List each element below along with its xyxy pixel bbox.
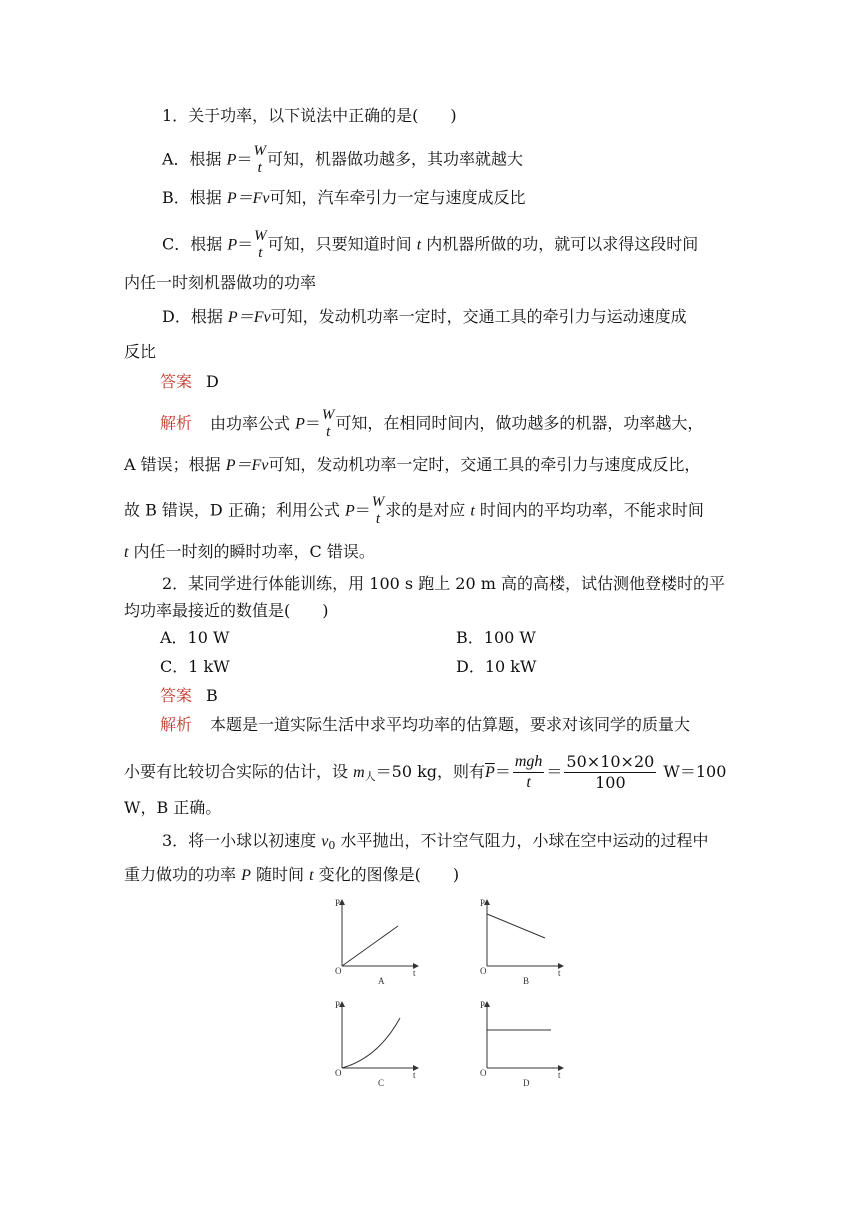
text: 小要有比较切合实际的估计，设 bbox=[124, 762, 354, 781]
text: B．根据 bbox=[162, 188, 227, 207]
q2-analysis-line1 bbox=[160, 713, 690, 737]
q3-stem-line1 bbox=[162, 829, 708, 858]
q1-option-c bbox=[162, 228, 698, 262]
graph-label: C bbox=[378, 1078, 385, 1088]
text: 本题是一道实际生活中求平均功率的估算题，要求对该同学的质量大 bbox=[210, 715, 691, 734]
q2-option-c: C．1 kW bbox=[160, 657, 230, 676]
fraction-w-over-t bbox=[322, 407, 335, 441]
text: C．根据 bbox=[162, 234, 228, 254]
denominator: t bbox=[257, 160, 262, 176]
symbol-m: m bbox=[353, 764, 365, 781]
text: D．根据 bbox=[162, 307, 228, 326]
graph-label: A bbox=[378, 976, 385, 986]
q2-stem-line1: 2．某同学进行体能训练，用 100 s 跑上 20 m 高的高楼，试估测他登楼时的平 bbox=[162, 574, 725, 593]
x-axis-label: t bbox=[558, 1070, 561, 1080]
graph-options-figure bbox=[320, 892, 570, 1092]
q2-option-d: D．10 kW bbox=[456, 657, 537, 676]
q2-analysis-line3: W，B 正确。 bbox=[124, 798, 222, 817]
symbol-p: P bbox=[241, 867, 251, 884]
text: 3．将一小球以初速度 bbox=[162, 831, 322, 850]
x-axis-label: t bbox=[413, 968, 416, 978]
analysis-label: 解析 bbox=[160, 715, 193, 734]
text: 可知，汽车牵引力一定与速度成反比 bbox=[269, 188, 526, 207]
symbol-p: P bbox=[226, 151, 237, 169]
q2-analysis-line2 bbox=[124, 752, 726, 793]
symbol-p: P bbox=[344, 502, 355, 520]
text: 求的是对应 bbox=[385, 500, 471, 520]
text: ＝50 kg，则有 bbox=[375, 762, 486, 781]
q1-analysis-line1 bbox=[160, 407, 703, 441]
y-axis-label: P bbox=[335, 898, 341, 908]
q1-option-d bbox=[162, 305, 687, 330]
x-axis-label: t bbox=[413, 1070, 416, 1080]
fraction-w-over-t bbox=[253, 143, 266, 177]
denominator: 100 bbox=[595, 773, 626, 792]
graph-label: B bbox=[523, 976, 530, 986]
origin-label: O bbox=[480, 1068, 487, 1078]
text: 可知，机器做功越多，其功率就越大 bbox=[266, 149, 523, 169]
numerator: W bbox=[321, 407, 335, 423]
text: W＝100 bbox=[658, 762, 727, 781]
formula: P＝Fv bbox=[225, 457, 269, 474]
q1-option-c-line2: 内任一时刻机器做功的功率 bbox=[124, 273, 317, 292]
subscript: 0 bbox=[328, 839, 336, 852]
text: ＝ bbox=[236, 149, 253, 169]
numerator: 50×10×20 bbox=[566, 752, 655, 771]
q1-option-a bbox=[162, 143, 523, 177]
symbol-t: t bbox=[416, 236, 422, 254]
answer-label: 答案 bbox=[160, 686, 193, 705]
origin-label: O bbox=[335, 966, 342, 976]
symbol-p-bar: $\overline{P}$ bbox=[485, 764, 495, 781]
q2-option-b: B．100 W bbox=[456, 628, 536, 647]
answer-label: 答案 bbox=[160, 372, 193, 391]
symbol-p: P bbox=[295, 415, 305, 433]
fraction-mgh-over-t bbox=[513, 752, 545, 793]
denominator: t bbox=[375, 511, 381, 527]
text: ＝ bbox=[354, 500, 371, 520]
symbol-v: v bbox=[321, 833, 329, 850]
q1-analysis-line3 bbox=[124, 494, 704, 528]
q1-answer bbox=[160, 370, 219, 394]
text: 时间内的平均功率，不能求时间 bbox=[474, 500, 704, 520]
symbol-t: t bbox=[124, 544, 129, 561]
text: ＝ bbox=[494, 762, 511, 781]
text: 可知，发动机功率一定时，交通工具的牵引力与速度成反比， bbox=[268, 455, 701, 474]
text: 可知，只要知道时间 bbox=[267, 234, 417, 254]
numerator: W bbox=[254, 228, 267, 244]
symbol-p: P bbox=[227, 236, 238, 254]
text: 水平抛出，不计空气阻力，小球在空中运动的过程中 bbox=[335, 831, 709, 850]
q1-stem: 1．关于功率，以下说法中正确的是( ) bbox=[162, 106, 457, 125]
x-axis-label: t bbox=[558, 968, 561, 978]
text: A．根据 bbox=[162, 149, 227, 169]
y-axis-label: P bbox=[480, 898, 486, 908]
fraction-numeric bbox=[564, 752, 656, 793]
text: 可知，在相同时间内，做功越多的机器，功率越大， bbox=[335, 413, 704, 433]
answer-value: B bbox=[206, 686, 218, 705]
formula: P＝Fv bbox=[226, 190, 270, 207]
denominator: t bbox=[526, 774, 531, 791]
y-axis-label: P bbox=[335, 1000, 341, 1010]
numerator: W bbox=[253, 143, 266, 159]
subscript: 人 bbox=[364, 770, 376, 783]
symbol-t: t bbox=[470, 502, 475, 520]
numerator: mgh bbox=[513, 752, 545, 773]
formula: P＝Fv bbox=[227, 309, 271, 326]
q2-option-a: A．10 W bbox=[160, 628, 230, 647]
text: 重力做功的功率 bbox=[124, 865, 242, 884]
text: 随时间 bbox=[250, 865, 310, 884]
y-axis-label: P bbox=[480, 1000, 486, 1010]
fraction-w-over-t bbox=[372, 494, 385, 528]
analysis-label: 解析 bbox=[160, 413, 193, 433]
q2-answer bbox=[160, 684, 218, 708]
fraction-w-over-t bbox=[254, 228, 267, 262]
text: 故 B 错误，D 正确；利用公式 bbox=[124, 500, 345, 520]
q3-stem-line2 bbox=[124, 863, 459, 888]
text: 由功率公式 bbox=[210, 413, 296, 433]
q1-option-d-line2: 反比 bbox=[124, 342, 157, 361]
text: 可知，发动机功率一定时，交通工具的牵引力与运动速度成 bbox=[270, 307, 687, 326]
origin-label: O bbox=[480, 966, 487, 976]
q1-option-b bbox=[162, 186, 526, 211]
text: ＝ bbox=[546, 762, 563, 781]
origin-label: O bbox=[335, 1068, 342, 1078]
text: ＝ bbox=[237, 234, 254, 254]
text: ＝ bbox=[304, 413, 321, 433]
answer-value: D bbox=[206, 372, 219, 391]
text: 内任一时刻的瞬时功率，C 错误。 bbox=[128, 542, 375, 561]
denominator: t bbox=[326, 424, 331, 440]
symbol-t: t bbox=[309, 867, 314, 884]
numerator: W bbox=[371, 494, 385, 510]
q1-analysis-line2 bbox=[124, 453, 700, 478]
text: A 错误；根据 bbox=[124, 455, 226, 474]
text: 内机器所做的功，就可以求得这段时间 bbox=[421, 234, 699, 254]
q1-analysis-line4 bbox=[124, 540, 375, 565]
text: 变化的图像是( ) bbox=[313, 865, 460, 884]
q2-stem-line2: 均功率最接近的数值是( ) bbox=[124, 601, 329, 620]
denominator: t bbox=[258, 245, 263, 261]
graph-label: D bbox=[523, 1078, 530, 1088]
